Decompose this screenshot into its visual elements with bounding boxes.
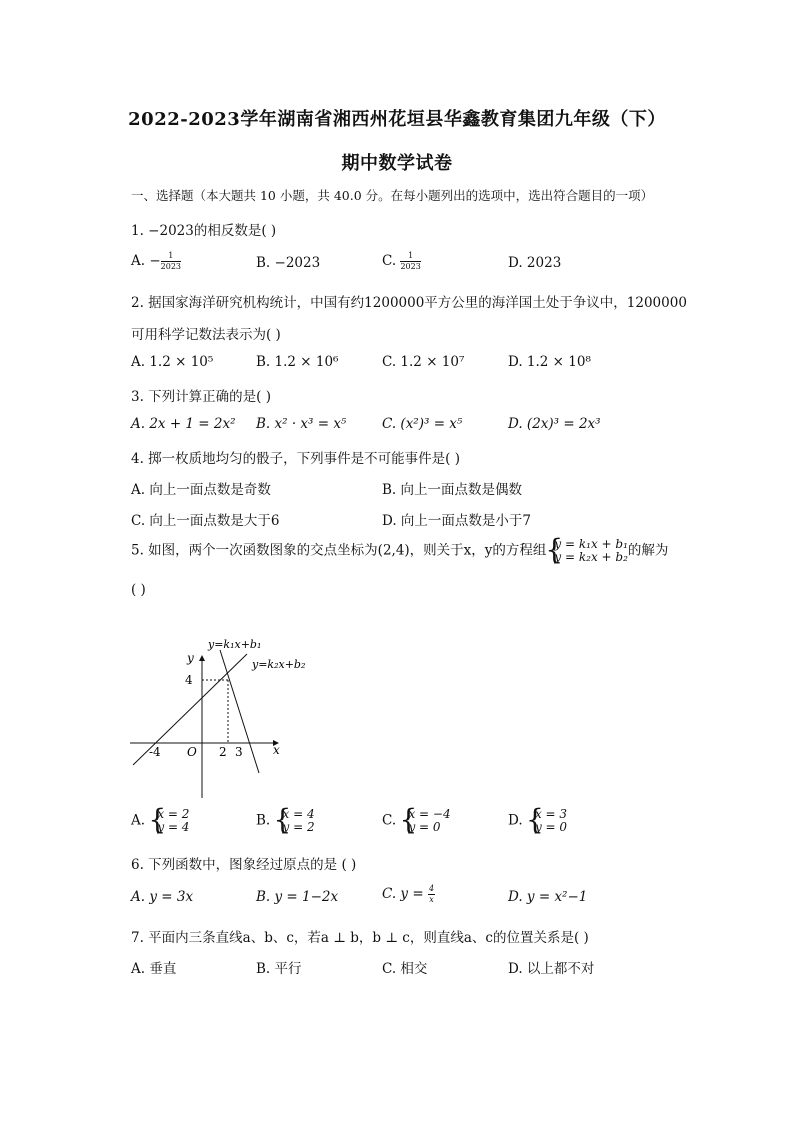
- tick-label-3: 3: [235, 745, 243, 759]
- q2-option-b[interactable]: B. 1.2 × 10⁶: [256, 354, 339, 370]
- q6-option-b[interactable]: B. y = 1−2x: [256, 889, 339, 905]
- q5-option-c-label: C.: [382, 812, 397, 829]
- q2-option-d[interactable]: D. 1.2 × 10⁸: [508, 354, 591, 370]
- question-5-stem: [131, 538, 668, 564]
- system-row-1: { x = 4: [282, 807, 315, 821]
- question-4-stem: 4. 掷一枚质地均匀的骰子，下列事件是不可能事件是( ): [131, 451, 460, 467]
- q4-option-b[interactable]: B. 向上一面点数是偶数: [382, 482, 523, 498]
- tick-label-4: 4: [185, 673, 193, 687]
- q6-option-c-fraction: [428, 884, 435, 905]
- q7-option-a[interactable]: A. 垂直: [131, 961, 177, 977]
- q1-option-a-sign: −: [149, 253, 161, 269]
- system-row-1: { x = 3: [534, 807, 568, 821]
- x-axis-label: x: [273, 743, 280, 757]
- q5-option-b[interactable]: [256, 808, 315, 834]
- origin-label: O: [187, 745, 197, 759]
- question-2-stem-line1: 2. 据国家海洋研究机构统计，中国有约1200000平方公里的海洋国土处于争议中，1200000: [131, 295, 687, 311]
- question-6-stem: 6. 下列函数中，图象经过原点的是 ( ): [131, 857, 357, 873]
- system-equation-2: y = k₂x + b₂: [554, 550, 628, 564]
- q1-option-d[interactable]: D. 2023: [508, 255, 562, 271]
- fraction-denominator: 2023: [160, 262, 182, 271]
- q1-option-a-label: A.: [131, 253, 146, 269]
- q5-option-a-label: A.: [131, 812, 146, 829]
- system-row-2: y = 0: [408, 820, 441, 834]
- q1-option-c[interactable]: [382, 251, 421, 272]
- q3-option-a[interactable]: A. 2x + 1 = 2x²: [131, 416, 236, 432]
- system-row-2: y = 0: [534, 820, 568, 834]
- q5-stem-end: 的解为: [627, 542, 669, 559]
- q1-option-a-fraction: [161, 251, 181, 272]
- system-row-2: y = 2: [282, 820, 315, 834]
- q5-option-a-system: [149, 808, 189, 834]
- q4-option-c[interactable]: C. 向上一面点数是大于6: [131, 513, 280, 529]
- q5-option-b-label: B.: [256, 812, 271, 829]
- q7-option-d[interactable]: D. 以上都不对: [508, 961, 595, 977]
- q5-option-a[interactable]: [131, 808, 189, 834]
- question-2-stem-line2: 可用科学记数法表示为( ): [131, 327, 281, 343]
- system-row-2: y = 4: [157, 820, 190, 834]
- q5-option-c[interactable]: [382, 808, 451, 834]
- fraction-numerator: 4: [428, 884, 435, 893]
- question-7-stem: 7. 平面内三条直线a、b、c，若a ⊥ b，b ⊥ c，则直线a、c的位置关系是( ): [131, 930, 589, 946]
- q5-stem-text: 5. 如图，两个一次函数图象的交点坐标为(2,4)，则关于x，y的方程组: [131, 542, 547, 559]
- q1-option-c-label: C.: [382, 253, 397, 269]
- q2-option-c[interactable]: C. 1.2 × 10⁷: [382, 354, 465, 370]
- question-1-stem: 1. −2023的相反数是( ): [131, 223, 277, 239]
- fraction-numerator: 1: [161, 251, 181, 262]
- y-axis-label: y: [187, 651, 194, 665]
- question-3-stem: 3. 下列计算正确的是( ): [131, 389, 271, 405]
- q6-option-a[interactable]: A. y = 3x: [131, 889, 194, 905]
- q5-option-d[interactable]: [508, 808, 567, 834]
- system-equation-1: { y = k₁x + b₁: [554, 537, 628, 551]
- q5-option-b-system: [275, 808, 315, 834]
- q5-option-d-system: [527, 808, 567, 834]
- q6-option-c[interactable]: [382, 884, 435, 905]
- q5-equation-system: [546, 538, 628, 564]
- q1-option-c-fraction: [400, 251, 420, 272]
- line2-label: y=k₂x+b₂: [252, 658, 306, 671]
- tick-label-neg4: -4: [149, 745, 161, 759]
- system-row-1: { x = 2: [157, 807, 190, 821]
- question-5-paren: ( ): [131, 582, 146, 598]
- fraction-numerator: 1: [400, 251, 420, 262]
- fraction-denominator: 2023: [400, 262, 421, 271]
- q7-option-b[interactable]: B. 平行: [256, 961, 302, 977]
- system-row-1: { x = −4: [408, 807, 451, 821]
- line1-label: y=k₁x+b₁: [208, 638, 262, 651]
- q5-function-graph: [125, 630, 306, 802]
- q4-option-d[interactable]: D. 向上一面点数是小于7: [382, 513, 532, 529]
- q7-option-c[interactable]: C. 相交: [382, 961, 428, 977]
- q3-option-d[interactable]: D. (2x)³ = 2x³: [508, 416, 601, 432]
- section-heading: 一、选择题（本大题共 10 小题，共 40.0 分。在每小题列出的选项中，选出符合题目的一项）: [131, 188, 654, 203]
- q5-option-c-system: [400, 808, 450, 834]
- q3-option-b[interactable]: B. x² · x³ = x⁵: [256, 416, 347, 432]
- q1-option-b[interactable]: B. −2023: [256, 255, 321, 271]
- exam-title-line2: 期中数学试卷: [341, 153, 453, 174]
- fraction-denominator: x: [429, 895, 434, 904]
- q6-option-d[interactable]: D. y = x²−1: [508, 889, 588, 905]
- exam-title-line1: 2022-2023学年湖南省湘西州花垣县华鑫教育集团九年级（下）: [128, 109, 666, 130]
- q2-option-a[interactable]: A. 1.2 × 10⁵: [131, 354, 214, 370]
- q1-option-a[interactable]: [131, 251, 181, 272]
- q6-option-c-label: C. y =: [382, 886, 424, 902]
- q5-option-d-label: D.: [508, 812, 523, 829]
- q3-option-c[interactable]: C. (x²)³ = x⁵: [382, 416, 463, 432]
- q4-option-a[interactable]: A. 向上一面点数是奇数: [131, 482, 271, 498]
- tick-label-2: 2: [219, 745, 227, 759]
